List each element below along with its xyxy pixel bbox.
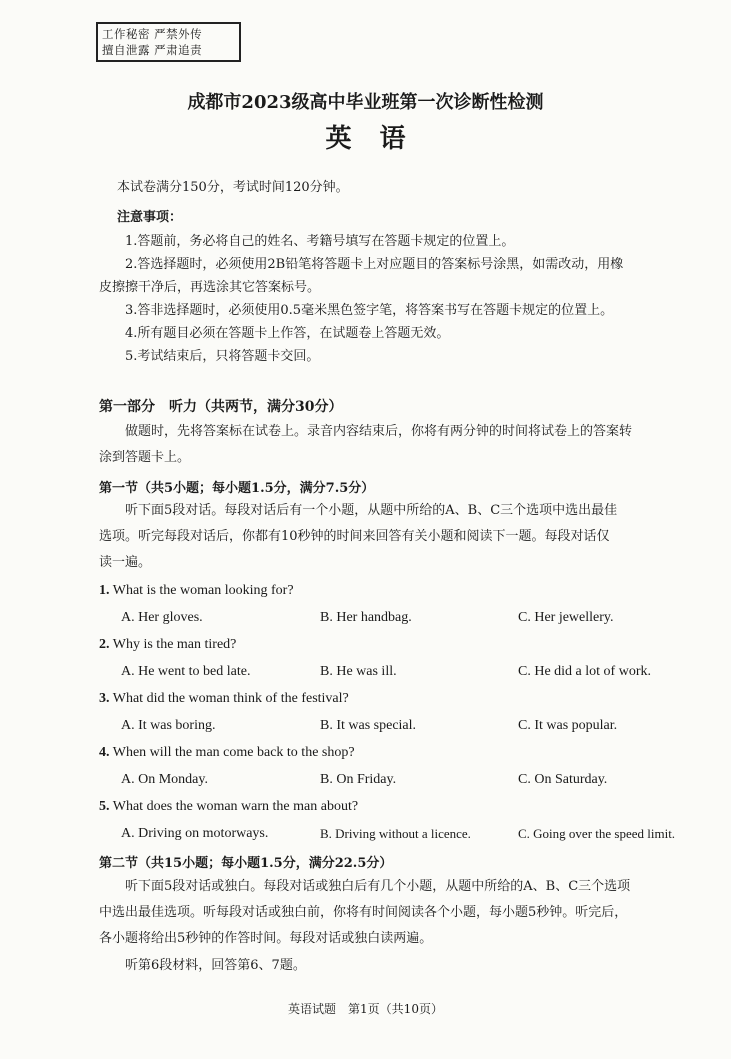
q2-option-c: C. He did a lot of work. (518, 664, 651, 679)
q3-option-c: C. It was popular. (518, 718, 618, 733)
question-text: Why is the man tired? (112, 637, 237, 652)
q3-option-b: B. It was special. (320, 718, 417, 733)
section1-heading: 第一节（共5小题；每小题1.5分，满分7.5分） (99, 481, 375, 496)
q4-option-c: C. On Saturday. (518, 772, 608, 787)
question-number: 1. (99, 583, 110, 598)
q2-option-b: B. He was ill. (320, 664, 397, 679)
question-2 (99, 637, 236, 653)
q4-option-b: B. On Friday. (320, 772, 397, 787)
question-text: What did the woman think of the festival? (112, 691, 349, 706)
part1-heading: 第一部分 听力（共两节，满分30分） (99, 399, 343, 415)
q5-option-c: C. Going over the speed limit. (518, 826, 676, 841)
question-text: What does the woman warn the man about? (112, 799, 359, 814)
q5-option-b: B. Driving without a licence. (320, 826, 471, 841)
note-item-2-cont: 皮擦擦干净后，再选涂其它答案标号。 (99, 280, 321, 295)
section1-line-3: 读一遍。 (99, 555, 152, 570)
exam-intro: 本试卷满分150分，考试时间120分钟。 (117, 180, 349, 195)
q2-option-a: A. He went to bed late. (121, 664, 251, 679)
question-text: When will the man come back to the shop? (112, 745, 355, 760)
q3-option-a: A. It was boring. (121, 718, 216, 733)
note-item-1: 1.答题前，务必将自己的姓名、考籍号填写在答题卡规定的位置上。 (125, 234, 515, 249)
q1-option-a: A. Her gloves. (121, 610, 203, 625)
stamp-line-2: 擅自泄露 严肃追责 (102, 43, 203, 57)
question-4 (99, 745, 355, 761)
note-item-5: 5.考试结束后，只将答题卡交回。 (125, 349, 320, 364)
question-number: 5. (99, 799, 110, 814)
q1-option-c: C. Her jewellery. (518, 610, 614, 625)
note-item-3: 3.答非选择题时，必须使用0.5毫米黑色签字笔，将答案书写在答题卡规定的位置上。 (125, 303, 614, 318)
section2-line-3: 各小题将给出5秒钟的作答时间。每段对话或独白读两遍。 (99, 931, 433, 946)
question-number: 2. (99, 637, 110, 652)
q4-option-a: A. On Monday. (121, 772, 208, 787)
question-number: 3. (99, 691, 110, 706)
q1-option-b: B. Her handbag. (320, 610, 412, 625)
note-item-4: 4.所有题目必须在答题卡上作答，在试题卷上答题无效。 (125, 326, 450, 341)
section2-heading: 第二节（共15小题；每小题1.5分，满分22.5分） (99, 856, 393, 871)
part1-intro-line-2: 涂到答题卡上。 (99, 450, 191, 465)
confidential-stamp (96, 22, 241, 62)
exam-title: 成都市2023级高中毕业班第一次诊断性检测 (187, 92, 544, 113)
question-text: What is the woman looking for? (112, 583, 294, 598)
page-footer: 英语试题 第1页（共10页） (288, 1002, 443, 1016)
stamp-line-1: 工作秘密 严禁外传 (102, 27, 203, 41)
subject-title: 英语 (325, 124, 434, 154)
question-5 (99, 799, 358, 815)
note-item-2: 2.答选择题时，必须使用2B铅笔将答题卡上对应题目的答案标号涂黑，如需改动，用橡 (125, 257, 624, 272)
section1-line-2: 选项。听完每段对话后，你都有10秒钟的时间来回答有关小题和阅读下一题。每段对话仅 (99, 529, 610, 544)
section2-line-2: 中选出最佳选项。听每段对话或独白前，你将有时间阅读各个小题，每小题5秒钟。听完后， (99, 905, 628, 920)
question-number: 4. (99, 745, 110, 760)
notes-heading: 注意事项： (117, 210, 183, 225)
section2-line-4: 听第6段材料，回答第6、7题。 (125, 958, 306, 973)
question-1 (99, 583, 294, 599)
section1-line-1: 听下面5段对话。每段对话后有一个小题，从题中所给的A、B、C三个选项中选出最佳 (125, 503, 618, 518)
part1-intro-line-1: 做题时，先将答案标在试卷上。录音内容结束后，你将有两分钟的时间将试卷上的答案转 (125, 424, 633, 439)
section2-line-1: 听下面5段对话或独白。每段对话或独白后有几个小题，从题中所给的A、B、C三个选项 (125, 879, 631, 894)
q5-option-a: A. Driving on motorways. (121, 826, 269, 841)
question-3 (99, 691, 349, 707)
